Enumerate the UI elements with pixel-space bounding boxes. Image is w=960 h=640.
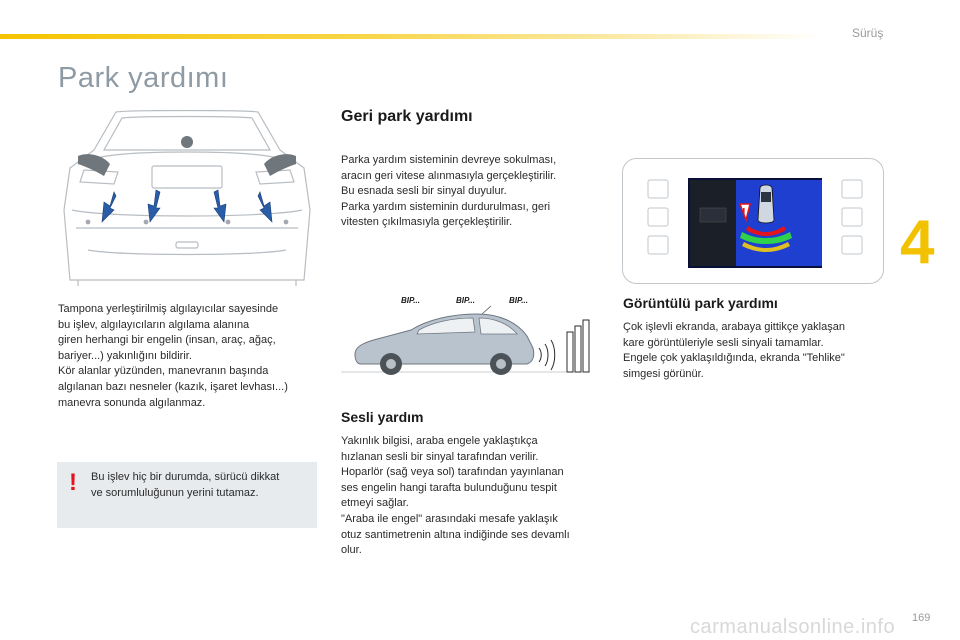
text-line: Parka yardım sisteminin devreye sokulması, bbox=[341, 154, 557, 166]
chapter-number-tab bbox=[896, 208, 960, 277]
bip-label: BIP... bbox=[456, 296, 475, 305]
geri-park-text bbox=[341, 153, 603, 231]
section-heading-goruntulu-park: Görüntülü park yardımı bbox=[623, 295, 778, 311]
multifunction-screen-illustration bbox=[622, 158, 884, 284]
text-line: Parka yardım sisteminin durdurulması, geri bbox=[341, 200, 551, 213]
warning-text bbox=[91, 470, 311, 501]
warning-box bbox=[57, 462, 317, 528]
text-line: aracın geri vitese alınmasıyla gerçekleştirilir. bbox=[341, 169, 557, 182]
page-title: Park yardımı bbox=[58, 62, 229, 94]
text-line: ve sorumluluğunun yerini tutamaz. bbox=[91, 486, 259, 499]
goruntulu-park-text bbox=[623, 320, 885, 382]
bip-label: BIP... bbox=[509, 296, 528, 305]
text-line: bariyer...) yakınlığını bildirir. bbox=[58, 349, 192, 362]
watermark: carmanualsonline.info bbox=[690, 616, 896, 638]
text-line: ses engelin hangi tarafta bulunduğunu tespit bbox=[341, 481, 557, 494]
text-line: olur. bbox=[341, 544, 362, 557]
section-heading-geri-park: Geri park yardımı bbox=[341, 108, 473, 125]
chapter-color-bar bbox=[0, 34, 820, 39]
exclamation-icon: ! bbox=[69, 469, 77, 496]
text-line: algılanan bazı nesneler (kazık, işaret levhası...) bbox=[58, 380, 288, 393]
text-line: Kör alanlar yüzünden, manevranın başında bbox=[58, 365, 269, 378]
text-line: kare görüntüleriyle sesli sinyali tamamlar. bbox=[623, 336, 824, 349]
text-line: Hoparlör (sağ veya sol) tarafından yayınlanan bbox=[341, 466, 564, 479]
intro-text bbox=[58, 302, 320, 411]
chapter-label: Sürüş bbox=[852, 26, 884, 40]
bip-label: BIP... bbox=[401, 296, 420, 305]
text-line: giren herhangi bir engelin (insan, araç, ağaç, bbox=[58, 334, 276, 347]
rear-car-sensors-illustration bbox=[58, 110, 316, 286]
side-car-bip-illustration bbox=[341, 292, 599, 384]
text-line: bu işlev, algılayıcıların algılama alanına bbox=[58, 318, 250, 331]
sesli-yardim-text bbox=[341, 434, 603, 559]
page-number: 169 bbox=[912, 612, 931, 624]
section-heading-sesli-yardim: Sesli yardım bbox=[341, 409, 424, 425]
text-line: manevra sonunda algılanmaz. bbox=[58, 396, 206, 409]
text-line: vitesten çıkılmasıyla gerçekleştirilir. bbox=[341, 216, 513, 229]
text-line: hızlanan sesli bir sinyal tarafından verilir. bbox=[341, 450, 539, 463]
chapter-number: 4 bbox=[900, 208, 935, 277]
text-line: otuz santimetrenin altına indiğinde ses devamlı bbox=[341, 528, 570, 541]
text-line: etmeyi sağlar. bbox=[341, 497, 409, 510]
text-line: Bu esnada sesli bir sinyal duyulur. bbox=[341, 185, 507, 198]
text-line: Engele çok yaklaşıldığında, ekranda "Tehlike" bbox=[623, 352, 845, 365]
text-line: Çok işlevli ekranda, arabaya gittikçe yaklaşan bbox=[623, 321, 845, 333]
text-line: Tampona yerleştirilmiş algılayıcılar sayesinde bbox=[58, 303, 279, 315]
text-line: Bu işlev hiç bir durumda, sürücü dikkat bbox=[91, 471, 280, 483]
text-line: Yakınlık bilgisi, araba engele yaklaştıkça bbox=[341, 435, 538, 447]
text-line: simgesi görünür. bbox=[623, 367, 704, 380]
text-line: "Araba ile engel" arasındaki mesafe yaklaşık bbox=[341, 512, 558, 525]
